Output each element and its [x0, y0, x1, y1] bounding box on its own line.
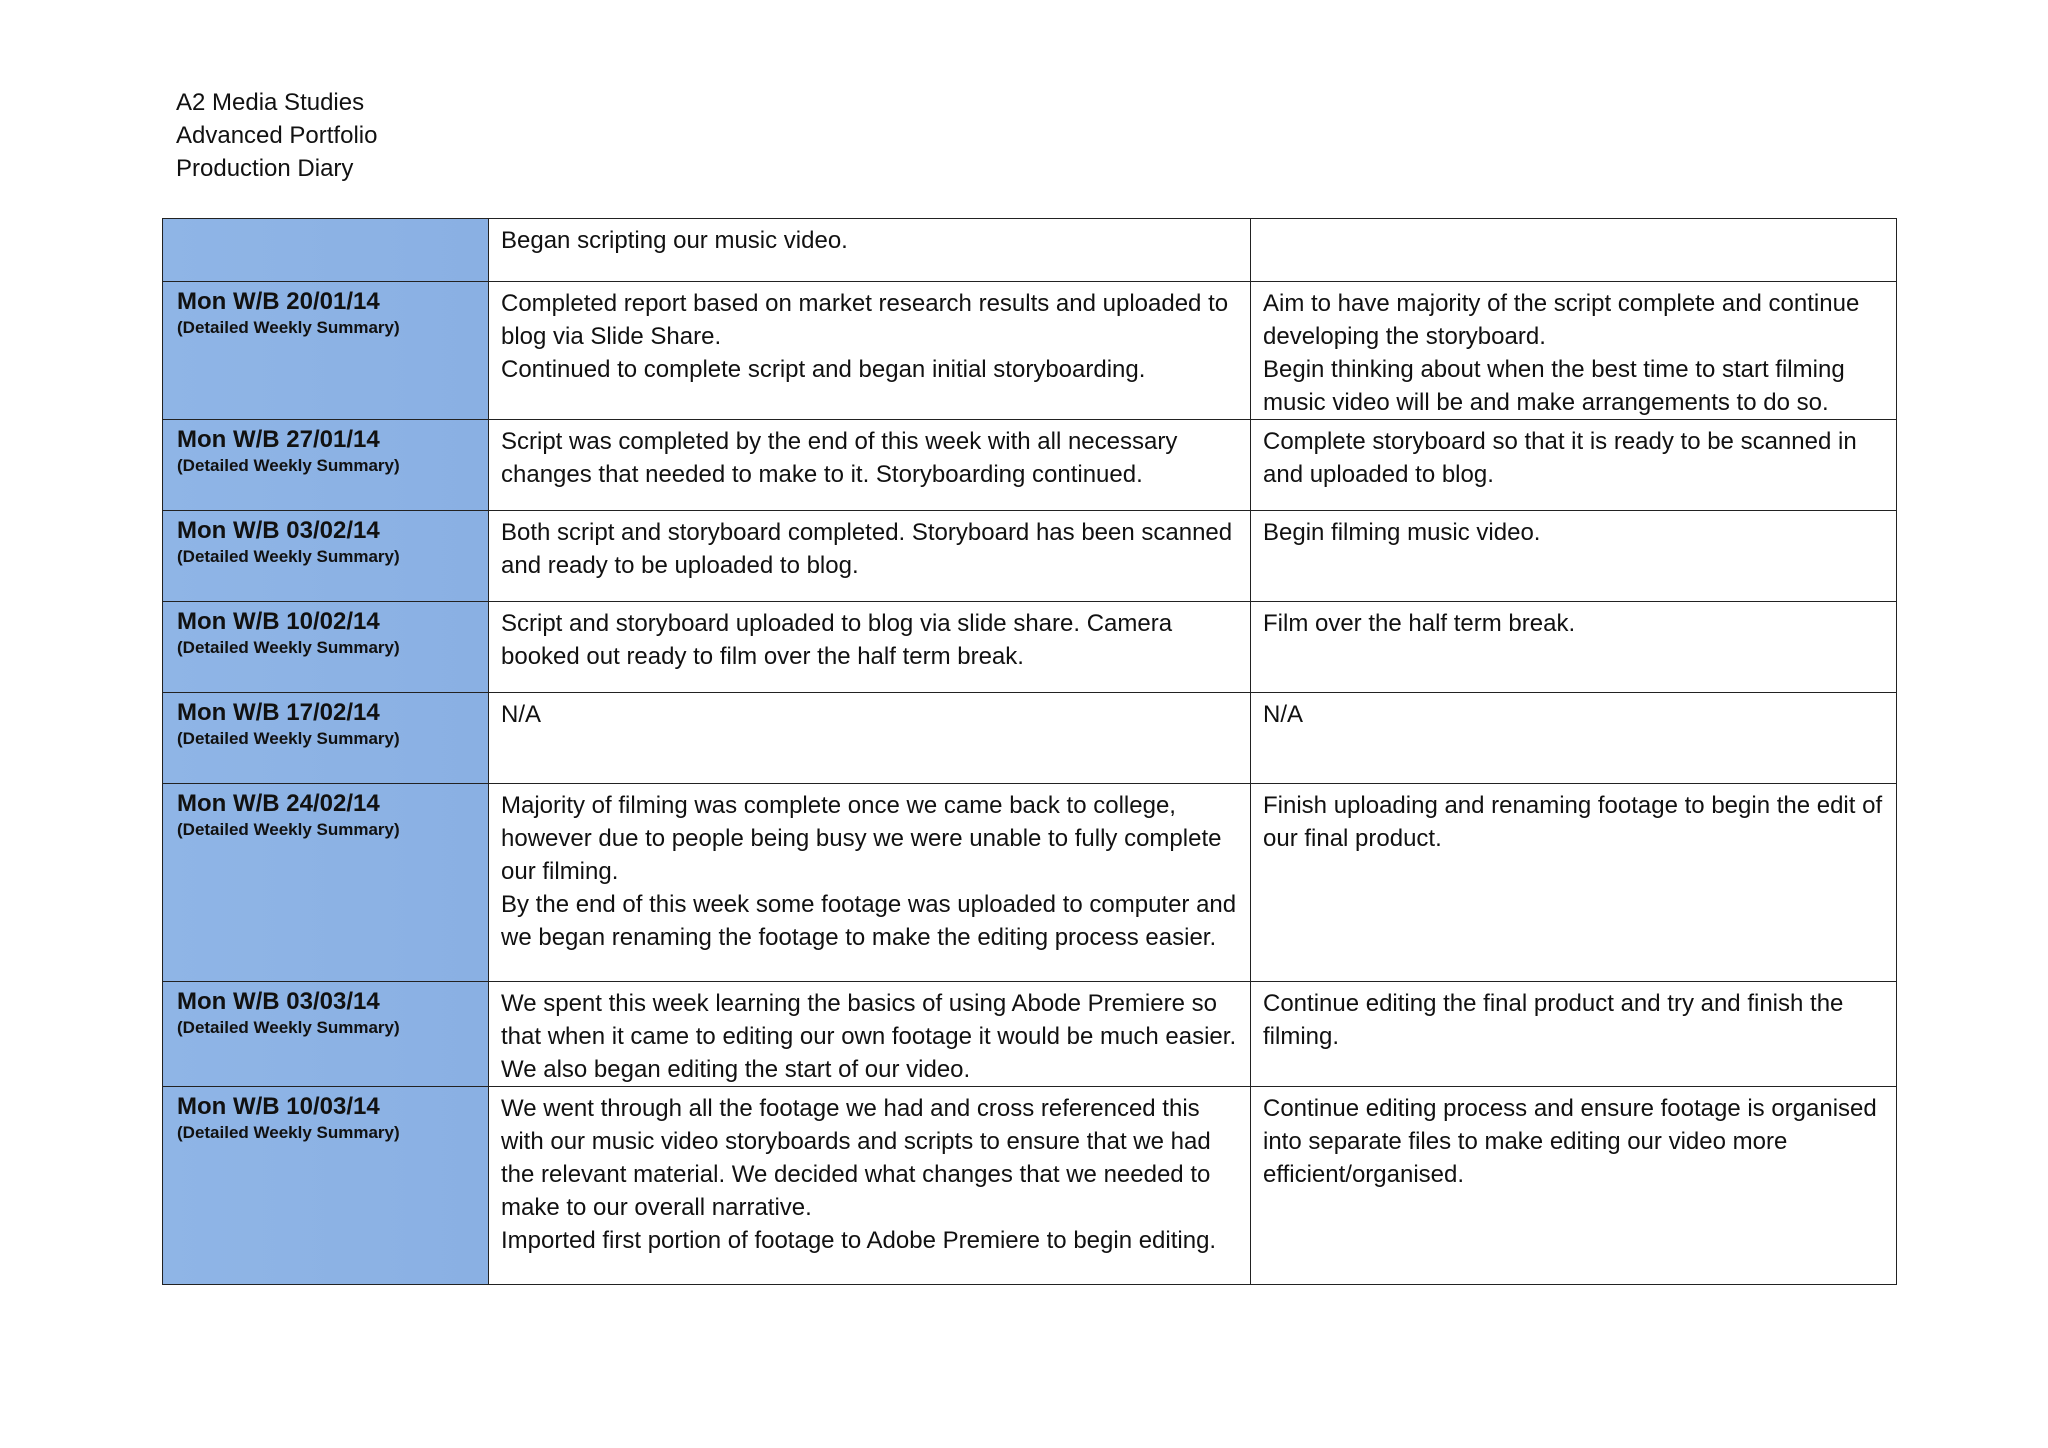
week-summary-label: (Detailed Weekly Summary) — [177, 820, 400, 839]
week-label: Mon W/B 03/02/14 — [177, 517, 380, 544]
plan-cell — [1251, 420, 1897, 511]
progress-cell — [489, 982, 1251, 1087]
progress-cell — [489, 784, 1251, 982]
plan-cell — [1251, 982, 1897, 1087]
week-label: Mon W/B 27/01/14 — [177, 426, 380, 453]
table-row — [163, 282, 1897, 420]
week-summary-label: (Detailed Weekly Summary) — [177, 638, 400, 657]
progress-cell — [489, 511, 1251, 602]
week-cell — [163, 693, 489, 784]
plan-text: Film over the half term break. — [1263, 610, 1576, 637]
plan-cell — [1251, 693, 1897, 784]
week-cell — [163, 784, 489, 982]
progress-text: Script was completed by the end of this week with all necessary changes that needed to make to it. Storyboarding continued. — [501, 428, 1178, 488]
progress-text: Script and storyboard uploaded to blog via slide share. Camera booked out ready to film over the half term break. — [501, 610, 1173, 670]
progress-text: N/A — [501, 701, 542, 728]
plan-text: Begin filming music video. — [1263, 519, 1541, 546]
plan-text: Complete storyboard so that it is ready to be scanned in and uploaded to blog. — [1263, 428, 1857, 488]
week-summary-label: (Detailed Weekly Summary) — [177, 456, 400, 475]
table-row — [163, 219, 1897, 282]
plan-text: N/A — [1263, 701, 1304, 728]
table-row — [163, 982, 1897, 1087]
week-summary-label: (Detailed Weekly Summary) — [177, 729, 400, 748]
progress-text: Began scripting our music video. — [501, 227, 848, 254]
table-row — [163, 420, 1897, 511]
week-label: Mon W/B 03/03/14 — [177, 988, 380, 1015]
course-title: A2 Media Studies — [176, 89, 365, 116]
week-cell — [163, 219, 489, 282]
week-label: Mon W/B 17/02/14 — [177, 699, 380, 726]
progress-cell — [489, 1087, 1251, 1285]
week-cell — [163, 982, 489, 1087]
week-cell — [163, 282, 489, 420]
plan-cell — [1251, 282, 1897, 420]
week-summary-label: (Detailed Weekly Summary) — [177, 547, 400, 566]
week-summary-label: (Detailed Weekly Summary) — [177, 1018, 400, 1037]
progress-text: Completed report based on market research results and uploaded to blog via Slide Share. Continued to complete script and began initial storyboarding. — [501, 290, 1229, 383]
plan-text: Continue editing process and ensure footage is organised into separate files to make editing our video more efficient/organised. — [1263, 1095, 1877, 1188]
portfolio-title: Advanced Portfolio — [176, 122, 378, 149]
progress-cell — [489, 219, 1251, 282]
progress-text: We spent this week learning the basics of using Abode Premiere so that when it came to editing our own footage it would be much easier. We also began editing the start of our video. — [501, 990, 1237, 1083]
progress-text: Both script and storyboard completed. Storyboard has been scanned and ready to be uploaded to blog. — [501, 519, 1233, 579]
plan-cell — [1251, 784, 1897, 982]
progress-cell — [489, 282, 1251, 420]
week-label: Mon W/B 10/03/14 — [177, 1093, 380, 1120]
progress-text: We went through all the footage we had and cross referenced this with our music video storyboards and scripts to ensure that we had the relevant material. We decided what changes that we needed to make to our overall narrative. Imported first portion of footage to Adobe Premiere to begin editing. — [501, 1095, 1217, 1254]
progress-cell — [489, 602, 1251, 693]
diary-title: Production Diary — [176, 155, 354, 182]
table-row — [163, 602, 1897, 693]
plan-text: Finish uploading and renaming footage to begin the edit of our final product. — [1263, 792, 1883, 852]
table-row — [163, 1087, 1897, 1285]
table-row — [163, 693, 1897, 784]
week-cell — [163, 511, 489, 602]
week-label: Mon W/B 24/02/14 — [177, 790, 380, 817]
table-row — [163, 784, 1897, 982]
production-diary-table — [162, 218, 1897, 1285]
document-header — [176, 86, 377, 185]
plan-cell — [1251, 1087, 1897, 1285]
week-summary-label: (Detailed Weekly Summary) — [177, 318, 400, 337]
plan-cell — [1251, 602, 1897, 693]
plan-cell — [1251, 219, 1897, 282]
plan-cell — [1251, 511, 1897, 602]
plan-text: Continue editing the final product and try and finish the filming. — [1263, 990, 1844, 1050]
week-label: Mon W/B 10/02/14 — [177, 608, 380, 635]
plan-text: Aim to have majority of the script complete and continue developing the storyboard. Begin thinking about when the best time to start filming music video will be and make arrangements to do so. — [1263, 290, 1860, 416]
week-cell — [163, 602, 489, 693]
week-label: Mon W/B 20/01/14 — [177, 288, 380, 315]
progress-cell — [489, 693, 1251, 784]
table-row — [163, 511, 1897, 602]
progress-cell — [489, 420, 1251, 511]
week-cell — [163, 1087, 489, 1285]
week-summary-label: (Detailed Weekly Summary) — [177, 1123, 400, 1142]
progress-text: Majority of filming was complete once we came back to college, however due to people being busy we were unable to fully complete our filming. By the end of this week some footage was uploaded to computer and we began renaming the footage to make the editing process easier. — [501, 792, 1237, 951]
week-cell — [163, 420, 489, 511]
